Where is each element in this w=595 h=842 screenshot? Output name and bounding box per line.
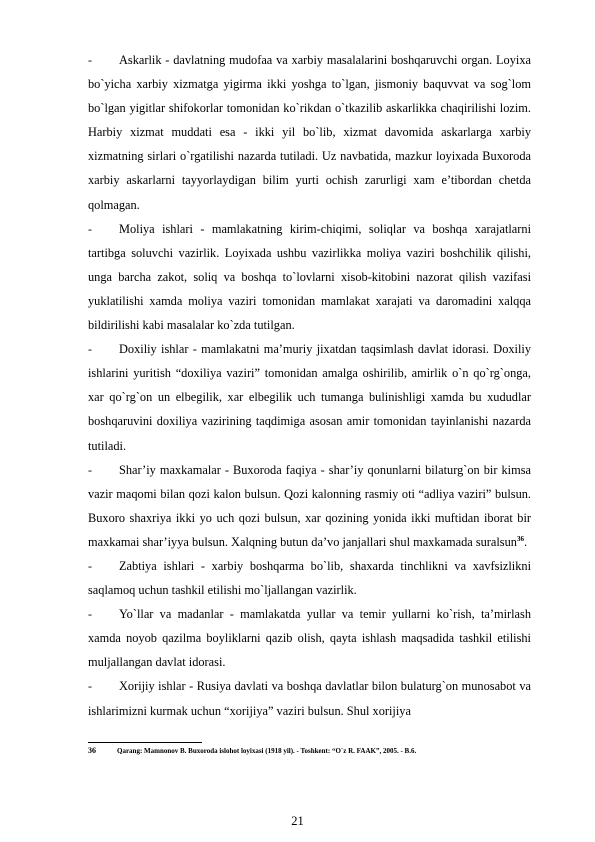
list-dash: - <box>88 462 92 477</box>
paragraph-text: Zabtiya ishlari - xarbiy boshqarma bo`lib, shaxarda tinchlikni va xavfsizlikni saqlamoq uchun tashkil etilishi mo`ljallangan vazirlik. <box>88 558 531 598</box>
paragraph-text: Shar’iy maxkamalar - Buxoroda faqiya - shar’iy qonunlarni bilaturg`on bir kimsa vazir maqomi bilan qozi kalon bulsun. Qozi kalonning rasmiy oti “adliya vaziri” bulsun. Buxoro shaxriya ikki yo uch qozi bulsun, xar qozining yonida ikki muftidan iborat bir maxkamai shar’iyya bulsun. Xalqning butun da’vo janjallari shul maxkamada suralsun <box>88 462 531 549</box>
paragraph-text: Moliya ishlari - mamlakatning kirim-chiqimi, soliqlar va boshqa xarajatlarni tartibga soluvchi vazirlik. Loyixada ushbu vazirlikka moliya vaziri boshchilik qilishi, unga barcha zakot, soliq va boshqa to`lovlarni xisob-kitobini nazorat qilish vazifasi yuklatilishi xamda moliya vaziri tomonidan mamlakat xarajati va daromadini xalqqa bildirilishi kabi masalalar ko`zda tutilgan. <box>88 221 531 333</box>
list-dash: - <box>88 53 92 67</box>
list-dash: - <box>88 558 92 573</box>
page-number: 21 <box>291 814 304 828</box>
list-dash: - <box>88 221 92 236</box>
list-dash: - <box>88 679 92 694</box>
paragraph-doxiliy <box>88 337 531 457</box>
footnote-number: 36 <box>88 746 96 755</box>
paragraph-yollar <box>88 602 531 674</box>
paragraph-shariy <box>88 458 531 554</box>
paragraph-text: Askarlik - davlatning mudofaa va xarbiy masalalarini boshqaruvchi organ. Loyixa bo`yicha xarbiy xizmatga yigirma ikki yoshga to`lgan, jismoniy baquvvat va sog`lom bo`lgan yigitlar shifokorlar tomonidan ko`rikdan o`tkazilib askarlikka chaqirilishi lozim. Harbiy xizmat muddati esa - ikki yil bo`lib, xizmat davomida askarlarga xarbiy xizmatning sirlari o`rgatilishi nazarda tutiladi. Uz navbatida, mazkur loyixada Buxoroda xarbiy askarlarni tayyorlaydigan bilim yurti ochish zarurligi xam e’tibordan chetda qolmagan. <box>88 53 531 212</box>
body-text <box>88 48 531 723</box>
paragraph-moliya <box>88 217 531 337</box>
footnote-reference[interactable]: 36 <box>516 534 524 543</box>
paragraph-text: Yo`llar va madanlar - mamlakatda yullar va temir yullarni ko`rish, ta’mirlash xamda noyob qazilma boyliklarni qazib olish, qayta ishlash maqsadida tashkil etilishi muljallangan davlat idorasi. <box>88 607 531 670</box>
list-dash: - <box>88 607 92 622</box>
paragraph-xorijiy <box>88 674 531 722</box>
paragraph-text: Xorijiy ishlar - Rusiya davlati va boshqa davlatlar bilon bulaturg`on munosabot va ishlarimizni kurmak uchun “xorijiya” vaziri bulsun. Shul xorijiya <box>88 679 531 718</box>
paragraph-text: Doxiliy ishlar - mamlakatni ma’muriy jixatdan taqsimlash davlat idorasi. Doxiliy ishlarini yuritish “doxiliya vaziri” tomonidan amalga oshirilib, amirlik o`n qo`rg`onga, xar qo`rg`on un elbegilik, xar elbegilik uch tumanga bulinishligi xamda bu xududlar boshqaruvini doxiliya vazirining taqdimiga asosan amir tomonidan tayinlanishi nazarda tutiladi. <box>88 342 531 453</box>
paragraph-zabtiya <box>88 554 531 602</box>
footnote-divider <box>88 742 202 743</box>
list-dash: - <box>88 342 92 357</box>
paragraph-askarlik <box>88 48 531 217</box>
footnote <box>88 746 531 756</box>
paragraph-end: . <box>523 534 528 549</box>
footnote-text: Qarang: Mamnonov B. Buxoroda islohot loyixasi (1918 yil). - Toshkent: “O`z R. FAAK”, 2005. - B.6. <box>117 747 417 755</box>
